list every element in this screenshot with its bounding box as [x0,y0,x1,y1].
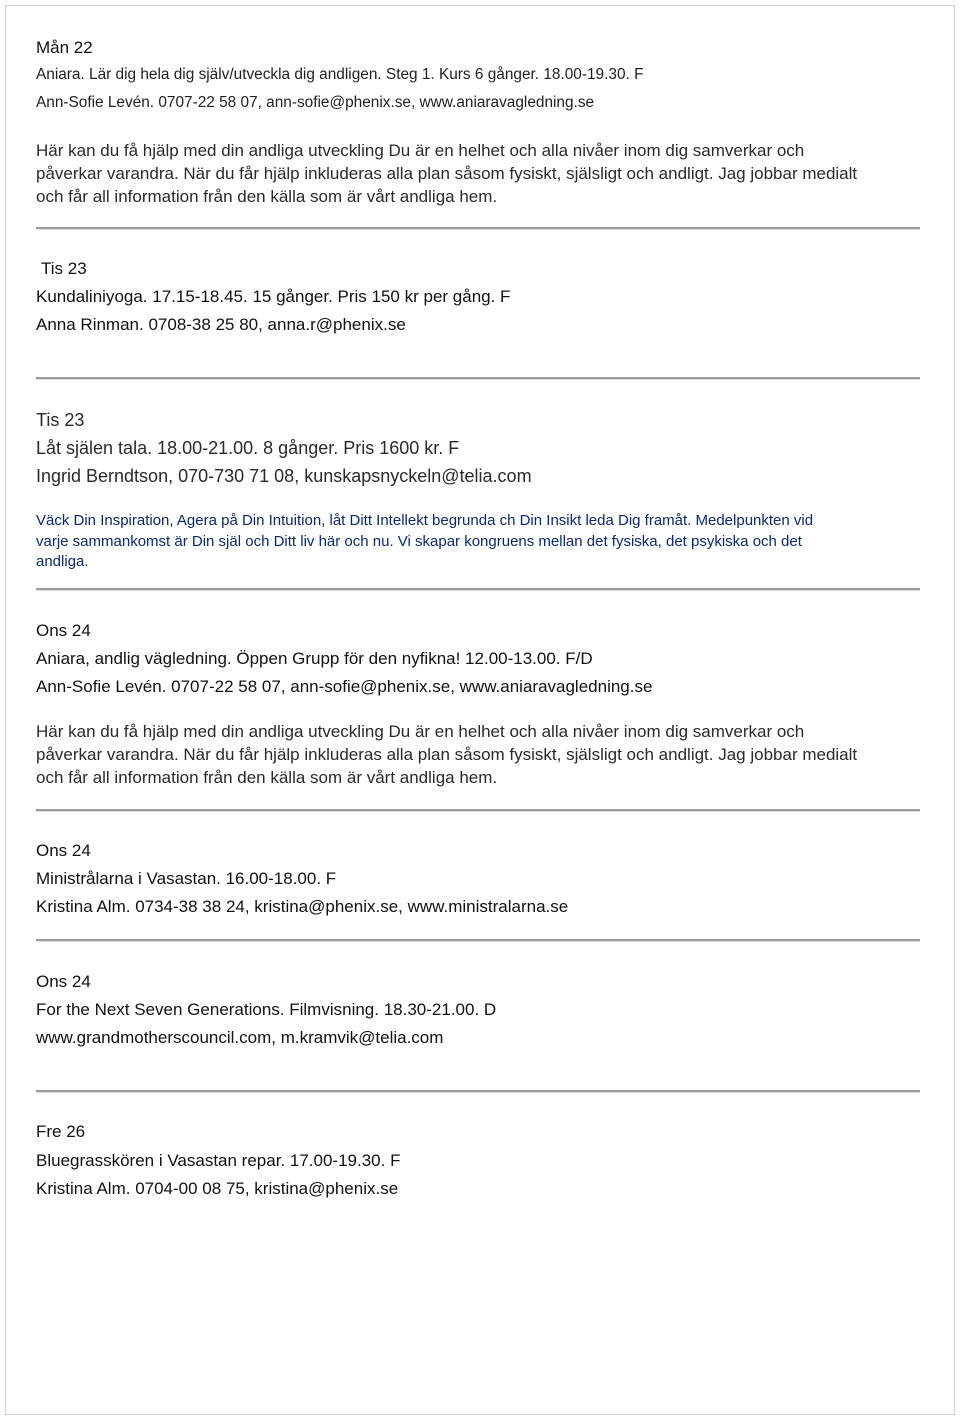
event-day: Ons 24 [36,972,91,991]
event-day: Ons 24 [36,841,91,860]
event-description-line: påverkar varandra. När du får hjälp inkluderas alla plan såsom fysiskt, själsligt och andligt. Jag jobbar medialt [36,745,858,764]
event-title: For the Next Seven Generations. Filmvisning. 18.30-21.00. D [36,1000,497,1019]
event-title: Aniara. Lär dig hela dig själv/utveckla dig andligen. Steg 1. Kurs 6 gånger. 18.00-19.30. F [36,66,644,83]
separator [36,377,920,380]
separator [36,227,920,230]
event-title: Kundaliniyoga. 17.15-18.45. 15 gånger. Pris 150 kr per gång. F [36,287,511,306]
event-contact: www.grandmotherscouncil.com, m.kramvik@telia.com [36,1028,444,1047]
event-contact: Ann-Sofie Levén. 0707-22 58 07, ann-sofie@phenix.se, www.aniaravagledning.se [36,677,653,696]
event-contact: Kristina Alm. 0704-00 08 75, kristina@phenix.se [36,1179,399,1198]
event-description-line: påverkar varandra. När du får hjälp inkluderas alla plan såsom fysiskt, själsligt och andligt. Jag jobbar medialt [36,164,858,183]
page-frame [5,5,955,1415]
event-contact: Ann-Sofie Levén. 0707-22 58 07, ann-sofie@phenix.se, www.aniaravagledning.se [36,94,595,111]
event-contact: Kristina Alm. 0734-38 38 24, kristina@phenix.se, www.ministralarna.se [36,897,569,916]
event-contact: Anna Rinman. 0708-38 25 80, anna.r@phenix.se [36,315,406,334]
event-day: Fre 26 [36,1122,86,1141]
event-description-line: andliga. [36,553,89,570]
event-description-line: Här kan du få hjälp med din andliga utveckling Du är en helhet och alla nivåer inom dig samverkar och [36,141,805,160]
event-description-line: Väck Din Inspiration, Agera på Din Intuition, låt Ditt Intellekt begrunda ch Din Insikt leda Dig framåt. Medelpunkten vid [36,512,814,529]
event-description-line: varje sammankomst är Din själ och Ditt liv här och nu. Vi skapar kongruens mellan det fysiska, det psykiska och det [36,533,802,550]
event-title: Ministrålarna i Vasastan. 16.00-18.00. F [36,869,337,888]
event-description-line: och får all information från den källa som är vårt andliga hem. [36,187,498,206]
separator [36,588,920,591]
event-day: Tis 23 [36,410,85,430]
separator [36,1090,920,1093]
separator [36,939,920,942]
event-description-line: och får all information från den källa som är vårt andliga hem. [36,768,498,787]
event-title: Låt själen tala. 18.00-21.00. 8 gånger. Pris 1600 kr. F [36,438,460,458]
event-day: Mån 22 [36,38,93,57]
event-day: Ons 24 [36,621,91,640]
event-day: Tis 23 [41,259,87,278]
event-description-line: Här kan du få hjälp med din andliga utveckling Du är en helhet och alla nivåer inom dig samverkar och [36,722,805,741]
event-title: Bluegrasskören i Vasastan repar. 17.00-19.30. F [36,1151,401,1170]
event-title: Aniara, andlig vägledning. Öppen Grupp för den nyfikna! 12.00-13.00. F/D [36,649,593,668]
separator [36,809,920,812]
event-contact: Ingrid Berndtson, 070-730 71 08, kunskapsnyckeln@telia.com [36,466,532,486]
